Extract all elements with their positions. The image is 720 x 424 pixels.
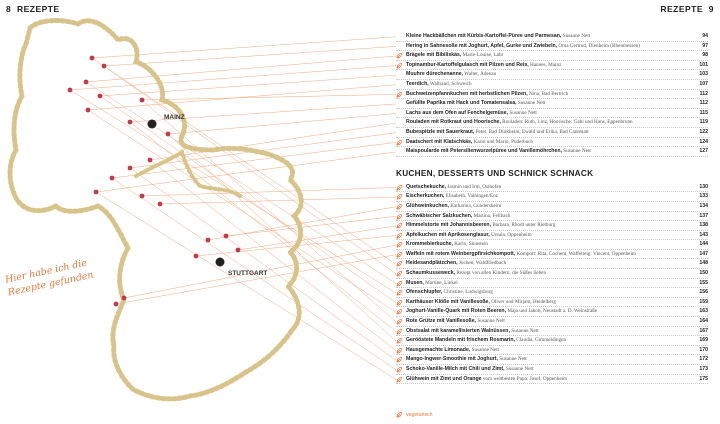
vegetarian-leaf-icon — [396, 63, 402, 69]
toc-entry — [396, 355, 708, 365]
connector-line — [142, 100, 396, 322]
recipe-pin — [148, 158, 153, 163]
recipe-page-number: 112 — [698, 99, 708, 109]
recipe-page-number: 122 — [697, 128, 708, 138]
legend-label: vegetarisch — [406, 412, 433, 418]
toc-entry — [396, 202, 708, 212]
recipe-pin — [102, 64, 107, 69]
vegetarian-leaf-icon — [396, 185, 402, 191]
recipe-title: Brägele mit Bibiliskäs, — [406, 52, 462, 59]
recipe-page-number: 170 — [697, 346, 708, 356]
vegetarian-leaf-icon — [396, 300, 402, 306]
recipe-title: Schoko-Vanille-Milch mit Chili und Zimt, — [406, 366, 505, 372]
toc-entry — [396, 118, 708, 128]
connector-line — [88, 85, 396, 110]
vegetarian-leaf-icon — [396, 242, 402, 248]
recipe-title: Buchweizenpfannkuchen mit herbstlichen Pilzen, — [406, 90, 528, 97]
vegetarian-leaf-icon — [396, 140, 402, 146]
recipe-title: Rote Grütze mit Vanillesoße, — [406, 318, 477, 325]
recipe-source: Susanne Nett — [511, 327, 539, 334]
connector-line — [168, 114, 396, 134]
recipe-title: Ofenschlupfer, — [406, 289, 443, 296]
recipe-title: Obstsalat mit karamellisierten Walnüssen, — [406, 327, 510, 334]
vegetarian-leaf-icon — [396, 377, 402, 383]
vegetarian-leaf-icon — [396, 309, 402, 315]
recipe-title: Krommebierkuche, — [406, 241, 453, 248]
recipe-pin — [122, 296, 127, 301]
table-of-contents — [396, 32, 708, 384]
recipe-source: Rouladen: Ruth, Linz, Hoorische: Gabi und Hans, Eppenbrunn — [502, 119, 633, 126]
vegetarian-leaf-icon — [396, 214, 402, 220]
toc-entry — [396, 317, 708, 327]
recipe-pin — [166, 132, 171, 137]
recipe-source: Claudia, Gimmeldingen — [516, 337, 567, 344]
recipe-page-number: 173 — [697, 365, 708, 375]
recipe-pin — [128, 120, 133, 125]
recipe-page-number: 97 — [700, 42, 708, 52]
recipe-page-number: 127 — [697, 147, 708, 157]
recipe-pin — [140, 194, 145, 199]
recipe-page-number: 98 — [700, 51, 708, 61]
recipe-title: Daatschert mit Klatschkäs, — [406, 138, 473, 145]
vegetarian-leaf-icon — [396, 252, 402, 258]
recipe-title: Lachs aus dem Ofen auf Fenchelgemüse, — [406, 109, 509, 116]
recipe-title: Apfelkuchen mit Aprikosenglasur, — [406, 231, 490, 238]
recipe-title: Joghurt-Vanille-Quark mit Roten Beeren, — [406, 308, 507, 315]
toc-entry — [396, 240, 708, 250]
recipe-page-number: 130 — [697, 183, 708, 193]
toc-entry — [396, 212, 708, 222]
toc-entry — [396, 231, 708, 241]
toc-entry — [396, 288, 708, 298]
recipe-title: Waffeln mit rotem Weinbergpfirsichkompott, — [406, 250, 516, 257]
recipe-title: Schwäbischer Salzkuchen, — [406, 212, 473, 219]
recipe-source: vom weltbesten Papa: Josef, Oppenheim — [482, 375, 568, 382]
recipe-title: Muuhre dürechenanne, — [406, 71, 464, 78]
connector-line — [168, 134, 396, 341]
vegetarian-leaf-icon — [396, 233, 402, 239]
recipe-source: Ursula, Oppenheim — [491, 231, 532, 238]
recipe-page-number: 101 — [697, 61, 708, 71]
recipe-source: Susanne Nett — [563, 148, 591, 155]
recipe-page-number: 167 — [697, 327, 708, 337]
handwritten-note: Hier habe ich die Rezepte gefunden — [4, 257, 95, 299]
section-heading: KUCHEN, DESSERTS UND SCHNICK SCHNACK — [396, 168, 594, 178]
recipe-title: Glühwein mit Zimt und Orange — [406, 375, 482, 382]
recipe-source: Elisabeth, Vaihingen/Enz — [445, 193, 498, 200]
vegetarian-leaf-icon — [396, 338, 402, 344]
recipe-title: Mango-Ingwer-Smoothie mit Joghurt, — [406, 356, 498, 363]
recipe-source: Susanne Nett — [517, 100, 546, 107]
recipe-page-number: 147 — [697, 250, 708, 260]
recipe-pin — [86, 108, 91, 113]
recipe-source: Christine, Ludwigsburg — [443, 289, 493, 296]
vegetarian-leaf-icon — [396, 92, 402, 98]
recipe-source: Marie-Louise, Lahr — [462, 52, 504, 59]
toc-entry — [396, 138, 708, 148]
recipe-pin — [98, 94, 103, 99]
vegetarian-leaf-icon — [396, 271, 402, 277]
vegetarian-leaf-icon — [396, 194, 402, 200]
recipe-source: Susanne Nett — [562, 33, 591, 39]
toc-entry — [396, 269, 708, 279]
recipe-source: Kompott: Rita, Cochem, Waffelteig: Vincent, Oppenheim — [516, 250, 636, 257]
city-label-stuttgart: STUTTGART — [228, 270, 268, 277]
recipe-page-number: 144 — [697, 240, 708, 250]
recipe-title: Karthäuser Klöße mit Vanillesoße, — [406, 298, 490, 305]
vegetarian-leaf-icon — [396, 290, 402, 296]
recipe-title: Musen, — [406, 279, 424, 286]
city-label-mainz: MAINZ — [164, 114, 185, 121]
recipe-page-number: 175 — [697, 375, 708, 385]
recipe-page-number: 155 — [697, 279, 708, 289]
recipe-source: Martina, Fellbach — [473, 212, 511, 219]
toc-entry — [396, 109, 708, 119]
toc-entry — [396, 259, 708, 269]
toc-entry — [396, 70, 708, 80]
legend — [396, 410, 433, 420]
recipe-pin — [236, 248, 241, 253]
stuttgart-dot — [216, 258, 225, 267]
recipe-source: Rezept von allen Kindern, die Süßes lieben — [456, 270, 547, 277]
right-page-number: 9 — [708, 4, 714, 14]
recipe-source: Karin, Sinnstein — [454, 241, 489, 248]
recipe-title: Rouladen mit Rotkraut und Hoorische, — [406, 119, 501, 126]
left-page-number: 8 — [6, 4, 12, 14]
recipe-source: Waltraud, Schweich — [429, 80, 472, 87]
recipe-page-number: 103 — [697, 70, 708, 80]
recipe-page-number: 115 — [698, 109, 708, 119]
recipe-page-number: 134 — [697, 202, 708, 212]
recipe-pin — [110, 176, 115, 181]
recipe-source: Jochen, Waldfriedbach — [458, 260, 507, 267]
connector-line — [104, 46, 396, 66]
recipe-title: Kleine Hackbällchen mit Kürbis-Kartoffel-Püree und Parmesan, — [406, 33, 562, 39]
connector-line — [100, 75, 396, 96]
recipe-page-number: 124 — [697, 138, 708, 148]
recipe-pin — [84, 80, 89, 85]
recipe-title: Teerdich, — [406, 80, 429, 87]
recipe-source: Katharina, Gundersheim — [450, 202, 502, 209]
toc-entry — [396, 336, 708, 346]
toc-entry — [396, 298, 708, 308]
recipe-page-number: 107 — [697, 80, 708, 90]
recipe-title: Gerööstete Mandeln mit frischem Rosmarin, — [406, 337, 515, 344]
recipe-source: Susanne Nett — [499, 356, 527, 363]
connector-line — [142, 188, 396, 196]
recipe-source: Oliver und Mirjam, Heidelberg — [491, 298, 556, 305]
connector-line — [96, 192, 396, 379]
toc-entry — [396, 375, 708, 385]
recipe-page-number: 138 — [697, 221, 708, 231]
recipe-pin — [194, 254, 199, 259]
connector-line — [160, 197, 396, 204]
toc-entry — [396, 128, 708, 138]
recipe-source: Hannes, Mainz — [529, 61, 562, 68]
toc-entry — [396, 32, 708, 42]
recipe-title: Hausgemachte Limonade, — [406, 346, 471, 353]
recipe-pin — [140, 98, 145, 103]
right-page-title: REZEPTE — [660, 4, 704, 14]
toc-entry — [396, 183, 708, 193]
recipe-source: Martine, Linkel — [425, 279, 458, 286]
toc-entry — [396, 365, 708, 375]
vegetarian-leaf-icon — [396, 53, 402, 59]
connector-line — [116, 255, 396, 304]
recipe-title: Maispoularde mit Petersilienwurzelpüree und Vanillemöhrchen, — [406, 148, 562, 155]
recipe-page-number: 133 — [697, 192, 708, 202]
recipe-pin — [114, 302, 119, 307]
connector-lines — [70, 37, 396, 380]
recipe-pin — [224, 234, 229, 239]
left-page-title: REZEPTE — [16, 4, 60, 14]
recipe-title: Heidesandplätzchen, — [406, 260, 458, 267]
toc-entry — [396, 147, 708, 157]
recipe-page-number: 156 — [697, 288, 708, 298]
recipe-title: Topinambur-Kartoffelgulasch mit Pilzen und Reis, — [406, 61, 529, 68]
toc-entry — [396, 250, 708, 260]
vegetarian-leaf-icon — [396, 412, 402, 418]
recipe-title: Bubespitzle mit Sauerkraut, — [406, 128, 475, 135]
vegetarian-leaf-icon — [396, 348, 402, 354]
recipe-source: Oma Gertrud, Dienheim (Rheinhessen) — [558, 42, 640, 49]
toc-entry — [396, 346, 708, 356]
toc-entry — [396, 51, 708, 61]
recipe-title: Schaumkusseweck, — [406, 270, 456, 277]
recipe-title: Himmelstorte mit Johannisbeeren, — [406, 222, 492, 229]
recipe-page-number: 169 — [697, 336, 708, 346]
toc-entry — [396, 221, 708, 231]
vegetarian-leaf-icon — [396, 204, 402, 210]
recipe-page-number: 150 — [697, 269, 708, 279]
recipe-title: Gefüllte Paprika mit Hack und Tomatensalsa, — [406, 100, 517, 107]
toc-entry — [396, 90, 708, 100]
toc-entry — [396, 99, 708, 109]
recipe-title: Quetschekuche, — [406, 183, 447, 190]
recipe-pin — [68, 88, 73, 93]
recipe-page-number: 172 — [697, 355, 708, 365]
recipe-pin — [94, 190, 99, 195]
recipe-page-number: 119 — [698, 118, 708, 128]
recipe-source: Walter, Adenau — [464, 71, 497, 78]
vegetarian-leaf-icon — [396, 281, 402, 287]
vegetarian-leaf-icon — [396, 223, 402, 229]
toc-group-desserts — [396, 183, 708, 384]
connector-line — [226, 216, 396, 236]
toc-entry — [396, 327, 708, 337]
recipe-source: Susanne Nett — [477, 318, 505, 325]
recipe-page-number: 159 — [697, 298, 708, 308]
toc-entry — [396, 42, 708, 52]
recipe-title: Glühweinkuchen, — [406, 202, 449, 209]
recipe-page-number: 94 — [700, 32, 708, 42]
connector-line — [86, 82, 396, 283]
mainz-dot — [148, 120, 157, 129]
recipe-source: Nina, Bad Bertrich — [528, 90, 569, 97]
recipe-source: Susanne Nett — [509, 109, 537, 116]
recipe-source: Barbara, Rhodt unter Rietburg — [492, 222, 556, 229]
recipe-pin — [128, 166, 133, 171]
vegetarian-leaf-icon — [396, 261, 402, 267]
vegetarian-leaf-icon — [396, 357, 402, 363]
recipe-source: Susanne Nett — [471, 346, 500, 353]
toc-entry — [396, 80, 708, 90]
recipe-source: Peter, Bad Dürkheim, Ewald und Erika, Bad Cannstatt — [475, 128, 589, 135]
recipe-pin — [158, 202, 163, 207]
recipe-title: Hering in Sahnesoße mit Joghurt, Apfel, Gurke und Zwiebeln, — [406, 42, 558, 49]
recipe-source: Karin und Mario, Puderbach — [473, 138, 533, 145]
toc-entry — [396, 61, 708, 71]
recipe-title: Eischerkuchen, — [406, 193, 445, 200]
connector-line — [70, 66, 396, 90]
vegetarian-leaf-icon — [396, 319, 402, 325]
recipe-source: Jasmin und Irm, Osthofen — [447, 183, 502, 190]
connector-line — [92, 58, 396, 264]
vegetarian-leaf-icon — [396, 367, 402, 373]
recipe-page-number: 163 — [697, 307, 708, 317]
recipe-source: Maja und Jakob, Neustadt a. D. Weinstraße — [507, 308, 598, 315]
toc-entry — [396, 192, 708, 202]
vegetarian-leaf-icon — [396, 329, 402, 335]
recipe-page-number: 164 — [697, 317, 708, 327]
recipe-page-number: 143 — [697, 231, 708, 241]
recipe-pin — [90, 56, 95, 61]
recipe-page-number: 112 — [698, 90, 708, 100]
recipe-page-number: 137 — [697, 212, 708, 222]
recipe-page-number: 148 — [697, 259, 708, 269]
recipe-source: Susanne Nett — [505, 366, 534, 372]
region-outline — [10, 21, 301, 399]
toc-entry — [396, 279, 708, 289]
toc-group-main-dishes — [396, 32, 708, 157]
toc-entry — [396, 307, 708, 317]
recipe-pin — [206, 238, 211, 243]
